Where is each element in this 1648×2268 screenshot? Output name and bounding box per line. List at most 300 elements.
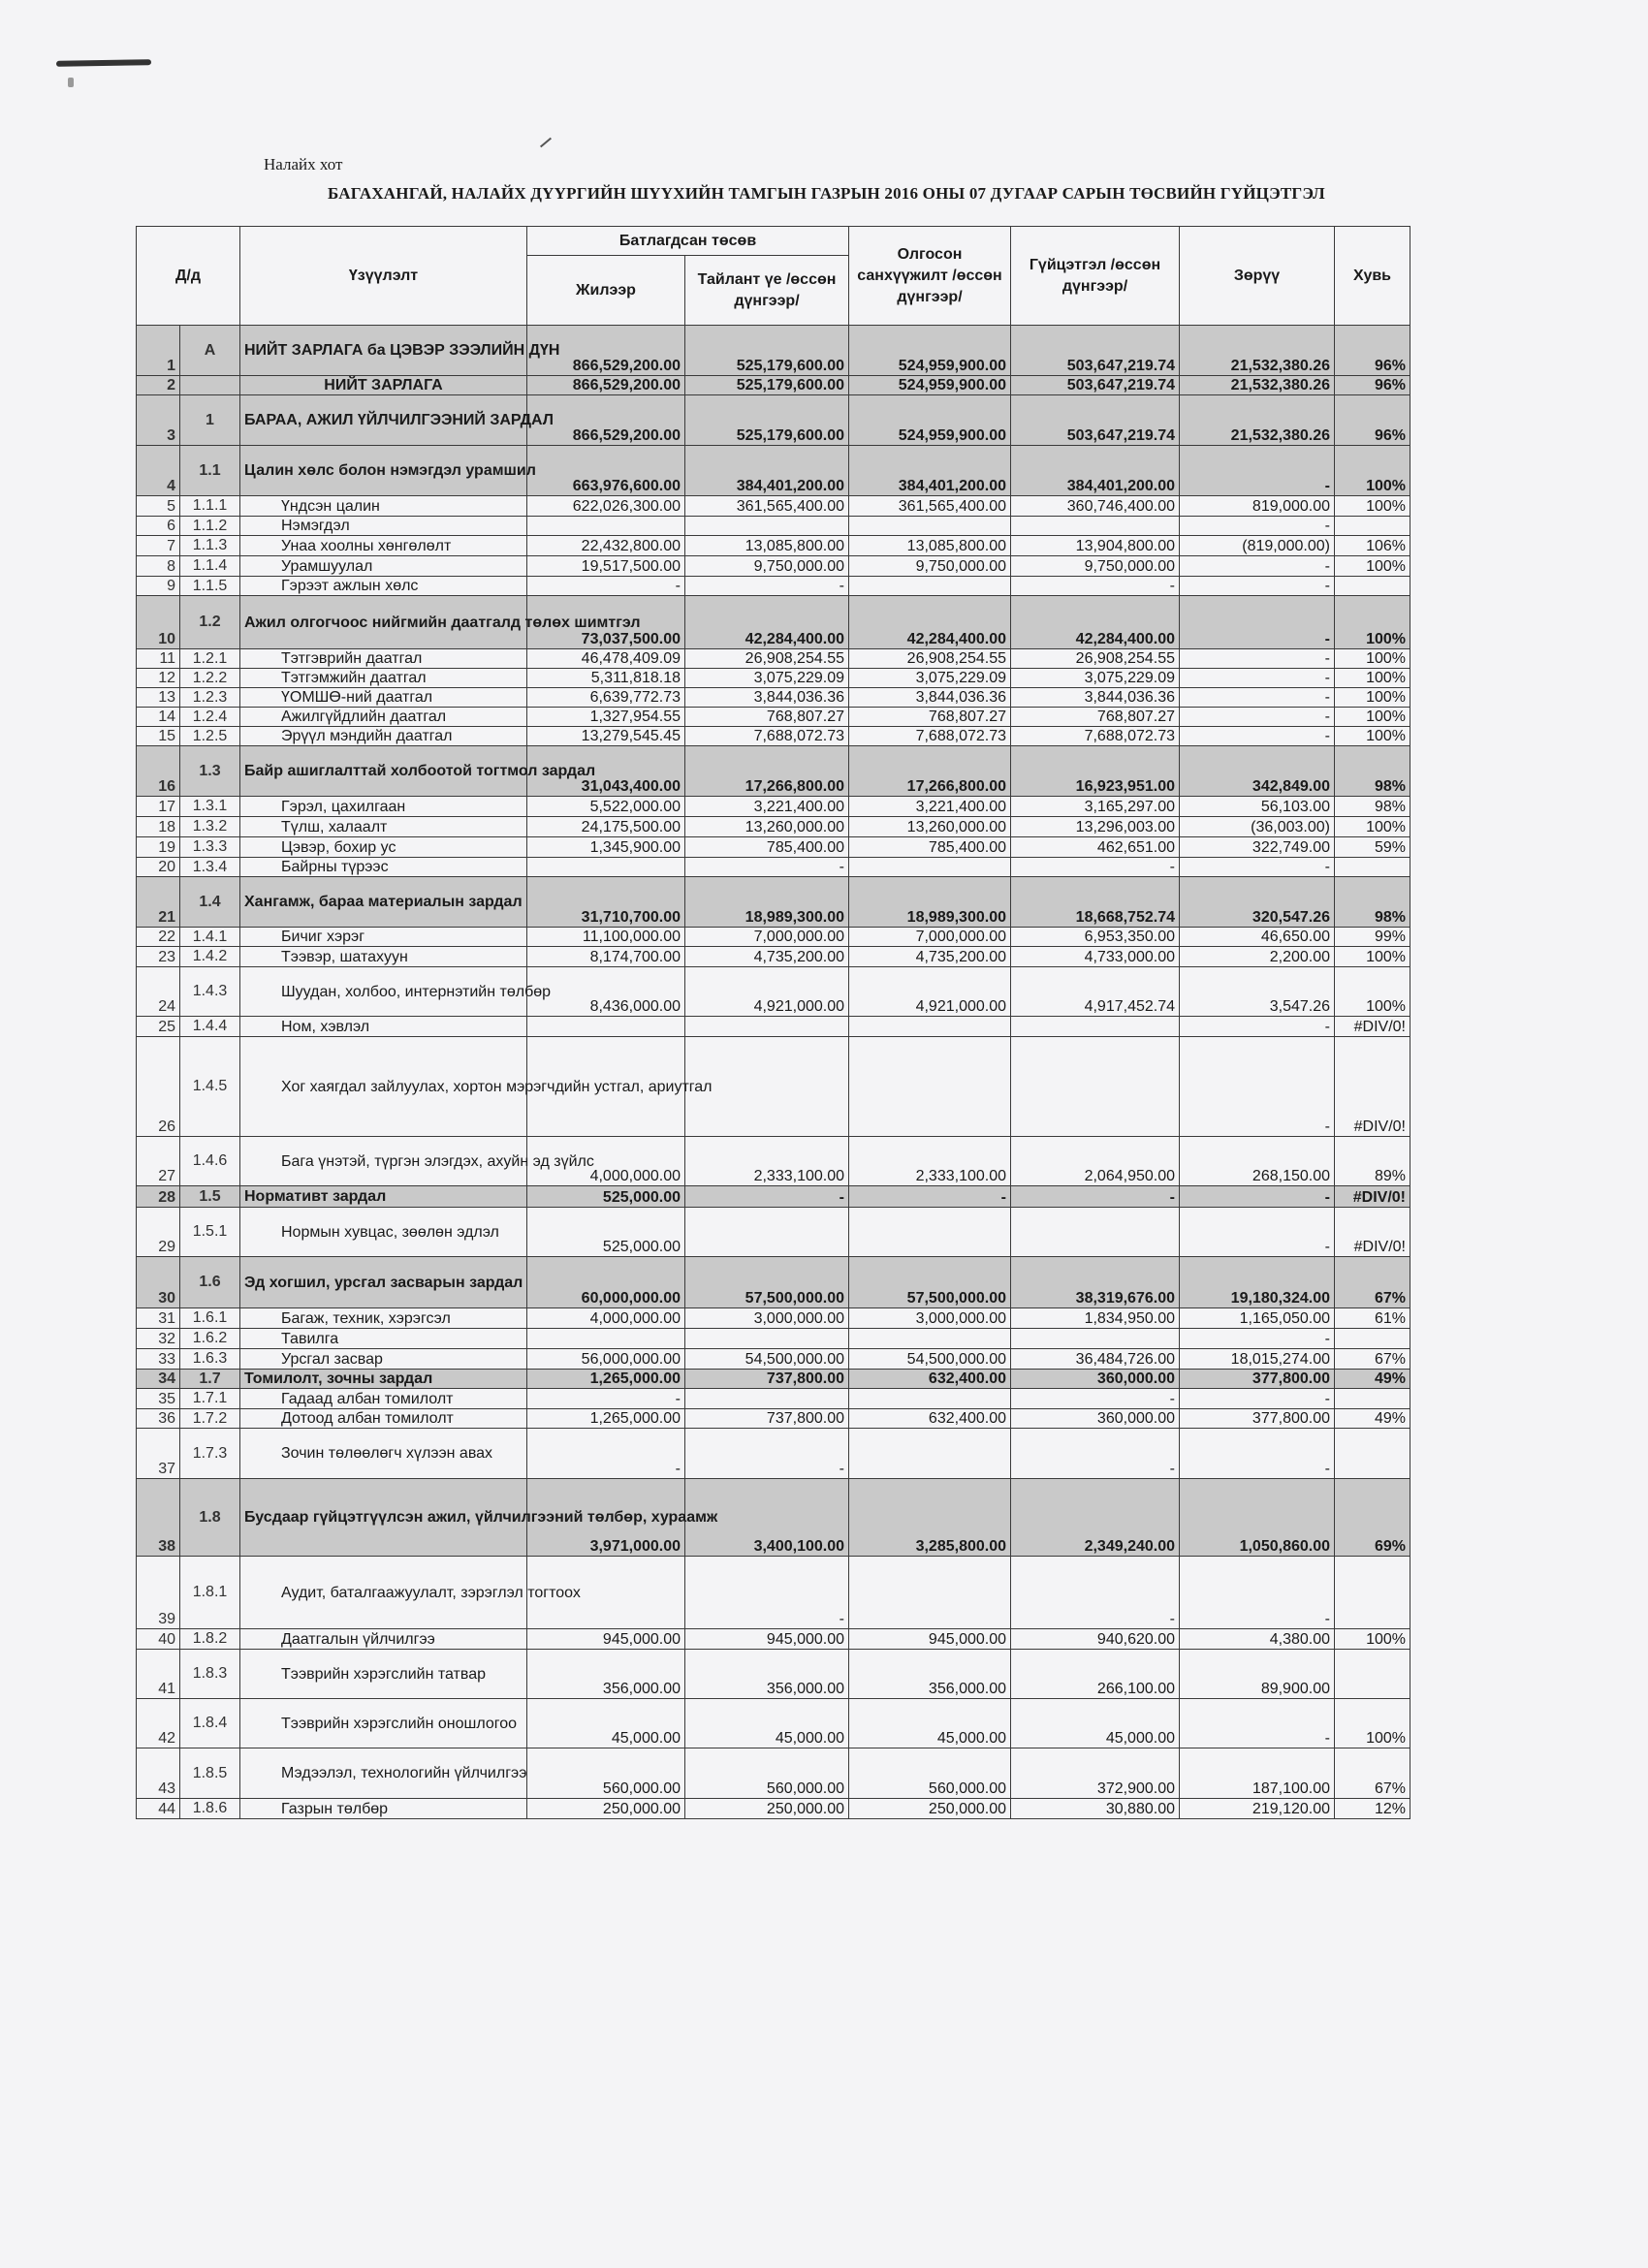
cell-actual: - [1011,1429,1180,1479]
cell-annual: 13,279,545.45 [527,727,685,746]
row-code: 1.2.3 [180,688,240,708]
row-name-text: Нэмэгдэл [281,518,350,534]
cell-period: 384,401,200.00 [685,446,849,496]
cell-annual: 1,265,000.00 [527,1409,685,1429]
row-name-text: Байрны түрээс [281,859,389,875]
cell-actual: 372,900.00 [1011,1748,1180,1799]
cell-period: 737,800.00 [685,1370,849,1389]
cell-period: 4,921,000.00 [685,967,849,1017]
cell-funded [849,858,1011,877]
cell-funded: 632,400.00 [849,1409,1011,1429]
row-name [240,395,554,446]
table-row [137,1370,1410,1389]
row-name [240,688,527,708]
row-index: 39 [137,1557,180,1629]
cell-pct: 67% [1335,1748,1410,1799]
budget-table [136,226,1410,1819]
row-name-text: Томилолт, зочны зардал [244,1370,433,1387]
cell-period: - [685,1429,849,1479]
cell-pct: 49% [1335,1409,1410,1429]
header-pct: Хувь [1335,227,1410,326]
row-name [240,837,527,858]
row-name-text: Нормын хувцас, зөөлөн эдлэл [281,1223,499,1241]
table-row [137,395,1410,446]
row-index: 36 [137,1409,180,1429]
cell-diff: 377,800.00 [1180,1370,1335,1389]
cell-actual: 462,651.00 [1011,837,1180,858]
cell-funded: 13,260,000.00 [849,817,1011,837]
row-code: 1.8.6 [180,1799,240,1819]
row-code: 1.3.3 [180,837,240,858]
cell-diff: 819,000.00 [1180,496,1335,517]
cell-funded: 3,221,400.00 [849,797,1011,817]
row-code: 1.4.3 [180,967,240,1017]
row-index: 29 [137,1208,180,1257]
table-body [137,326,1410,1819]
cell-funded: 384,401,200.00 [849,446,1011,496]
row-name [240,577,527,596]
row-name-text: Түлш, халаалт [281,818,388,835]
pen-mark [540,138,552,148]
row-name-text: Эрүүл мэндийн даатгал [281,728,453,744]
row-index: 9 [137,577,180,596]
row-index: 4 [137,446,180,496]
row-name-text: Мэдээлэл, технологийн үйлчилгээ [281,1765,527,1781]
cell-pct: #DIV/0! [1335,1017,1410,1037]
table-row [137,746,1410,797]
cell-pct: 100% [1335,967,1410,1017]
cell-funded: 42,284,400.00 [849,596,1011,649]
cell-diff: - [1180,649,1335,669]
table-row [137,1479,1410,1557]
cell-annual: 8,436,000.00 [527,967,685,1017]
cell-actual: 360,000.00 [1011,1409,1180,1429]
cell-funded: 3,844,036.36 [849,688,1011,708]
cell-annual: 5,311,818.18 [527,669,685,688]
row-code: 1.8.5 [180,1748,240,1799]
row-code: 1.5.1 [180,1208,240,1257]
cell-funded: 356,000.00 [849,1650,1011,1699]
row-name [240,1799,527,1819]
row-name-text: Хангамж, бараа материалын зардал [244,894,523,910]
cell-pct: 99% [1335,928,1410,947]
row-index: 19 [137,837,180,858]
row-name-text: Цалин хөлс болон нэмэгдэл урамшил [244,462,536,479]
row-name-text: Зочин төлөөлөгч хүлээн авах [281,1445,493,1462]
row-name [240,1186,527,1208]
row-code: 1.2 [180,596,240,649]
row-index: 32 [137,1329,180,1349]
cell-diff: - [1180,1017,1335,1037]
cell-actual: 3,844,036.36 [1011,688,1180,708]
cell-actual: 9,750,000.00 [1011,556,1180,577]
row-name-text: Газрын төлбөр [281,1800,389,1817]
row-name-text: Ажил олгогчоос нийгмийн даатгалд төлөх шимтгэл [244,614,641,631]
table-row [137,727,1410,746]
cell-annual: 356,000.00 [527,1650,685,1699]
cell-funded: 7,000,000.00 [849,928,1011,947]
cell-diff: 3,547.26 [1180,967,1335,1017]
cell-pct: 61% [1335,1308,1410,1329]
row-name [240,536,527,556]
row-name-text: Бичиг хэрэг [281,929,365,945]
cell-pct: 67% [1335,1257,1410,1308]
row-code: 1.6.1 [180,1308,240,1329]
cell-annual [527,517,685,536]
cell-period: 7,688,072.73 [685,727,849,746]
row-index: 22 [137,928,180,947]
cell-pct: 100% [1335,817,1410,837]
row-name [240,928,527,947]
cell-actual: 768,807.27 [1011,708,1180,727]
cell-annual: 3,971,000.00 [527,1479,685,1557]
row-name [240,376,527,395]
cell-annual: 622,026,300.00 [527,496,685,517]
cell-annual: 560,000.00 [527,1748,685,1799]
row-code: 1.8 [180,1479,240,1557]
cell-diff: - [1180,688,1335,708]
cell-annual: 663,976,600.00 [527,446,685,496]
row-name [240,1308,527,1329]
cell-funded: 560,000.00 [849,1748,1011,1799]
row-index: 38 [137,1479,180,1557]
row-code: 1.4 [180,877,240,928]
cell-actual: - [1011,577,1180,596]
cell-period: 361,565,400.00 [685,496,849,517]
cell-diff: - [1180,1699,1335,1748]
cell-funded [849,517,1011,536]
row-code: 1.3 [180,746,240,797]
cell-pct [1335,1329,1410,1349]
table-row [137,1409,1410,1429]
cell-funded: 26,908,254.55 [849,649,1011,669]
row-index: 23 [137,947,180,967]
cell-annual [527,1329,685,1349]
table-row [137,1329,1410,1349]
cell-funded [849,1389,1011,1409]
table-row [137,877,1410,928]
row-code: 1.7.3 [180,1429,240,1479]
cell-actual: 4,917,452.74 [1011,967,1180,1017]
cell-period: 525,179,600.00 [685,395,849,446]
row-code: 1.5 [180,1186,240,1208]
cell-annual: 31,043,400.00 [527,746,685,797]
cell-period [685,1389,849,1409]
row-name-text: Цэвэр, бохир ус [281,838,396,856]
row-name [240,496,527,517]
header-annual: Жилээр [527,256,685,326]
row-name-text: Даатгалын үйлчилгээ [281,1630,435,1648]
row-index: 10 [137,596,180,649]
cell-diff: - [1180,556,1335,577]
cell-pct: 49% [1335,1370,1410,1389]
cell-actual: 503,647,219.74 [1011,326,1180,376]
table-row [137,649,1410,669]
cell-actual: 18,668,752.74 [1011,877,1180,928]
row-name [240,556,527,577]
row-index: 11 [137,649,180,669]
row-index: 8 [137,556,180,577]
cell-annual: 945,000.00 [527,1629,685,1650]
cell-funded: 9,750,000.00 [849,556,1011,577]
cell-period: 3,844,036.36 [685,688,849,708]
cell-actual: 1,834,950.00 [1011,1308,1180,1329]
cell-period: - [685,1186,849,1208]
row-name-text: Тээврийн хэрэгслийн татвар [281,1665,486,1683]
header-dd: Д/д [137,227,240,326]
cell-diff: (36,003.00) [1180,817,1335,837]
cell-pct [1335,858,1410,877]
row-index: 33 [137,1349,180,1370]
cell-diff: 19,180,324.00 [1180,1257,1335,1308]
cell-annual [527,1017,685,1037]
row-name-text: Тэтгэмжийн даатгал [281,670,427,686]
cell-pct: #DIV/0! [1335,1037,1410,1137]
cell-actual: - [1011,1186,1180,1208]
cell-funded [849,1037,1011,1137]
cell-period: 9,750,000.00 [685,556,849,577]
cell-pct: 100% [1335,649,1410,669]
cell-period: 17,266,800.00 [685,746,849,797]
row-name-text: Багаж, техник, хэрэгсэл [281,1309,451,1327]
cell-diff: 2,200.00 [1180,947,1335,967]
row-code: 1.8.3 [180,1650,240,1699]
cell-period [685,517,849,536]
row-code: 1.3.4 [180,858,240,877]
cell-funded: 54,500,000.00 [849,1349,1011,1370]
cell-diff: 219,120.00 [1180,1799,1335,1819]
row-code: 1.4.5 [180,1037,240,1137]
cell-pct: 98% [1335,877,1410,928]
cell-pct: 106% [1335,536,1410,556]
row-code: 1.6 [180,1257,240,1308]
cell-pct [1335,517,1410,536]
cell-annual: 525,000.00 [527,1208,685,1257]
cell-pct [1335,1557,1410,1629]
cell-actual: 940,620.00 [1011,1629,1180,1650]
row-code: 1.1.2 [180,517,240,536]
cell-diff: (819,000.00) [1180,536,1335,556]
cell-pct [1335,577,1410,596]
cell-period: - [685,858,849,877]
cell-funded: 2,333,100.00 [849,1137,1011,1186]
row-name [240,1389,527,1409]
cell-period: 3,221,400.00 [685,797,849,817]
row-name [240,727,527,746]
cell-funded: 13,085,800.00 [849,536,1011,556]
row-index: 6 [137,517,180,536]
row-index: 43 [137,1748,180,1799]
cell-funded: 18,989,300.00 [849,877,1011,928]
cell-funded: 945,000.00 [849,1629,1011,1650]
row-name-text: Бусдаар гүйцэтгүүлсэн ажил, үйлчилгээний төлбөр, хураамж [244,1509,718,1526]
table-row [137,1137,1410,1186]
row-index: 5 [137,496,180,517]
cell-funded: 57,500,000.00 [849,1257,1011,1308]
row-index: 7 [137,536,180,556]
cell-pct: 100% [1335,947,1410,967]
cell-diff: - [1180,1186,1335,1208]
cell-pct: 100% [1335,708,1410,727]
cell-annual: 11,100,000.00 [527,928,685,947]
row-code: 1.1.4 [180,556,240,577]
cell-annual: 73,037,500.00 [527,596,685,649]
row-code: 1.2.5 [180,727,240,746]
cell-period: 57,500,000.00 [685,1257,849,1308]
cell-diff: - [1180,727,1335,746]
cell-diff: 342,849.00 [1180,746,1335,797]
cell-period: - [685,1557,849,1629]
cell-pct: 100% [1335,727,1410,746]
row-code: 1.4.1 [180,928,240,947]
table-row [137,496,1410,517]
cell-pct: 96% [1335,376,1410,395]
cell-actual: - [1011,858,1180,877]
row-index: 41 [137,1650,180,1699]
cell-diff: 21,532,380.26 [1180,395,1335,446]
cell-diff: - [1180,446,1335,496]
row-name [240,1699,527,1748]
cell-annual: 6,639,772.73 [527,688,685,708]
row-code: 1.1.5 [180,577,240,596]
cell-pct: 59% [1335,837,1410,858]
row-name [240,1257,527,1308]
table-row [137,1017,1410,1037]
row-index: 42 [137,1699,180,1748]
cell-funded: 7,688,072.73 [849,727,1011,746]
row-code: 1.1 [180,446,240,496]
row-index: 15 [137,727,180,746]
cell-period: 3,400,100.00 [685,1479,849,1557]
row-code: 1.4.2 [180,947,240,967]
cell-actual: 2,349,240.00 [1011,1479,1180,1557]
table-row [137,669,1410,688]
cell-annual: 250,000.00 [527,1799,685,1819]
table-row [137,1557,1410,1629]
cell-pct: 98% [1335,746,1410,797]
cell-period: 54,500,000.00 [685,1349,849,1370]
cell-actual [1011,1017,1180,1037]
row-name [240,326,560,376]
cell-actual: 360,000.00 [1011,1370,1180,1389]
row-code: 1.2.1 [180,649,240,669]
cell-funded: 250,000.00 [849,1799,1011,1819]
row-name-text: Шуудан, холбоо, интернэтийн төлбөр [281,983,552,1000]
cell-annual: 19,517,500.00 [527,556,685,577]
row-name-text: Унаа хоолны хөнгөлөлт [281,537,452,554]
table-row [137,1349,1410,1370]
table-row [137,577,1410,596]
table-row [137,1389,1410,1409]
row-code: 1.8.1 [180,1557,240,1629]
cell-actual [1011,1037,1180,1137]
cell-pct: 89% [1335,1137,1410,1186]
row-code: 1.8.2 [180,1629,240,1650]
cell-actual: 360,746,400.00 [1011,496,1180,517]
cell-period: 250,000.00 [685,1799,849,1819]
header-actual: Гүйцэтгэл /өссөн дүнгээр/ [1011,227,1180,326]
cell-annual: 1,345,900.00 [527,837,685,858]
row-index: 21 [137,877,180,928]
cell-annual: 1,327,954.55 [527,708,685,727]
cell-funded [849,577,1011,596]
table-row [137,1799,1410,1819]
table-row [137,708,1410,727]
row-name [240,858,527,877]
cell-annual: 525,000.00 [527,1186,685,1208]
table-row [137,536,1410,556]
row-index: 35 [137,1389,180,1409]
cell-annual: 22,432,800.00 [527,536,685,556]
cell-pct [1335,1429,1410,1479]
cell-funded: 3,075,229.09 [849,669,1011,688]
table-row [137,1748,1410,1799]
cell-annual: 866,529,200.00 [527,395,685,446]
row-code: 1.2.4 [180,708,240,727]
cell-actual: 503,647,219.74 [1011,376,1180,395]
cell-annual: - [527,1429,685,1479]
cell-pct: 100% [1335,596,1410,649]
cell-diff: 322,749.00 [1180,837,1335,858]
row-code [180,376,240,395]
cell-annual: 866,529,200.00 [527,326,685,376]
row-code: 1.1.3 [180,536,240,556]
cell-annual: 45,000.00 [527,1699,685,1748]
cell-pct: 12% [1335,1799,1410,1819]
cell-diff: - [1180,1208,1335,1257]
cell-funded [849,1017,1011,1037]
cell-pct: 100% [1335,446,1410,496]
cell-actual: 45,000.00 [1011,1699,1180,1748]
row-name [240,1017,527,1037]
cell-period: 525,179,600.00 [685,326,849,376]
cell-funded: - [849,1186,1011,1208]
cell-period: 26,908,254.55 [685,649,849,669]
row-index: 28 [137,1186,180,1208]
row-name [240,1137,594,1186]
table-row [137,858,1410,877]
cell-period: 45,000.00 [685,1699,849,1748]
row-name [240,669,527,688]
row-name-text: Ном, хэвлэл [281,1018,370,1035]
cell-actual: 26,908,254.55 [1011,649,1180,669]
row-code: 1.4.6 [180,1137,240,1186]
row-index: 40 [137,1629,180,1650]
cell-period: 737,800.00 [685,1409,849,1429]
row-name [240,1370,527,1389]
cell-diff: 320,547.26 [1180,877,1335,928]
row-name-text: НИЙТ ЗАРЛАГА ба ЦЭВЭР ЗЭЭЛИЙН ДҮН [244,342,560,359]
table-row [137,446,1410,496]
cell-actual: 13,296,003.00 [1011,817,1180,837]
cell-pct [1335,1650,1410,1699]
row-name [240,1409,527,1429]
row-code: 1.3.1 [180,797,240,817]
cell-annual: 5,522,000.00 [527,797,685,817]
cell-diff: 18,015,274.00 [1180,1349,1335,1370]
row-name [240,877,527,928]
row-name-text: Дотоод албан томилолт [281,1410,454,1427]
row-index: 1 [137,326,180,376]
table-row [137,688,1410,708]
row-name-text: БАРАА, АЖИЛ ҮЙЛЧИЛГЭЭНИЙ ЗАРДАЛ [244,412,554,428]
row-index: 24 [137,967,180,1017]
row-name-text: Бага үнэтэй, түргэн элэгдэх, ахуйн эд зүйлс [281,1152,594,1170]
row-name [240,1429,527,1479]
cell-period: 525,179,600.00 [685,376,849,395]
row-name-text: Гэрээт ажлын хөлс [281,578,419,594]
table-row [137,1257,1410,1308]
